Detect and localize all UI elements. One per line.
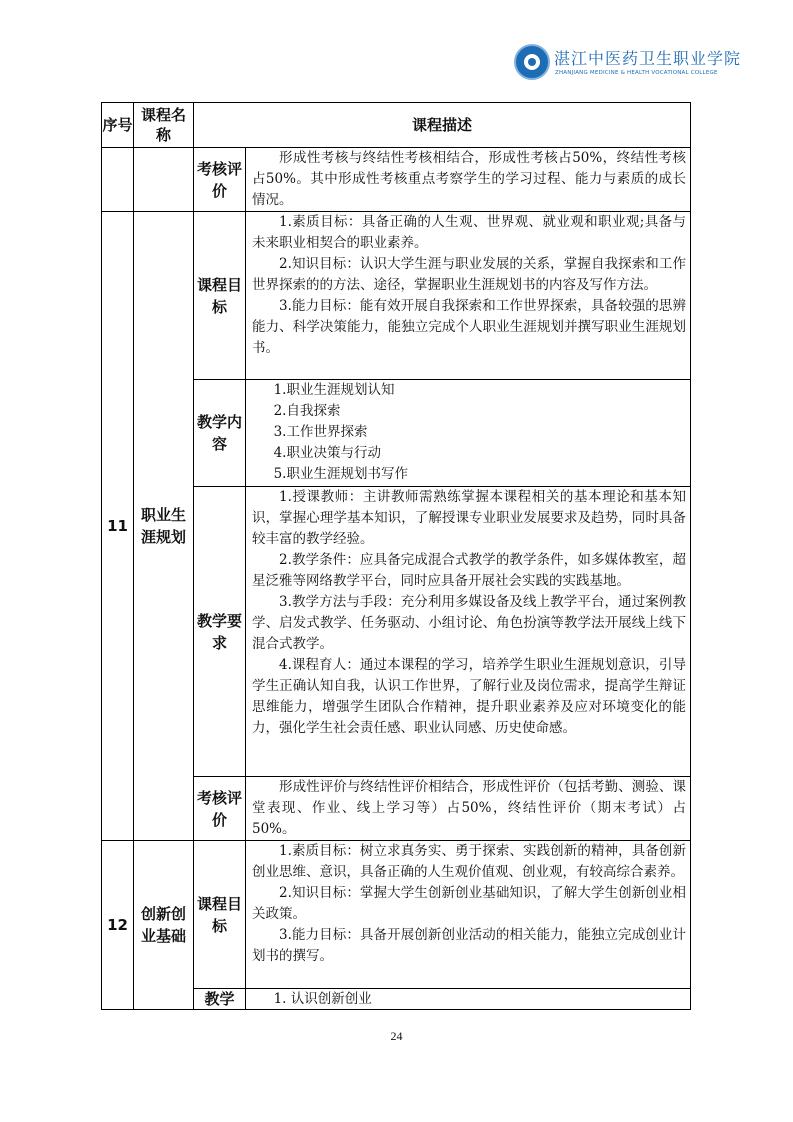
list-item: 4.课程育人：通过本课程的学习，培养学生职业生涯规划意识，引导学生正确认知自我，认识工作世界，了解行业及岗位需求，提高学生辩证思维能力，增强学生团队合作精神，提升职业素养及应对环境变化的能力，强化学生社会责任感、职业认同感、历史使命感。 [252,657,686,736]
empty-no-cell [102,148,134,212]
empty-name-cell [134,148,194,212]
list-item: 1.授课教师：主讲教师需熟练掌握本课程相关的基本理论和基本知识，掌握心理学基本知识，了解授课专业职业发展要求及趋势，同时具备较丰富的教学经验。 [252,489,686,547]
header-no: 序号 [102,103,134,148]
list-item: 3.工作世界探索 [273,424,368,440]
list-item: 4.职业决策与行动 [273,445,381,461]
row-label: 考核评价 [194,777,246,841]
list-item: 2.教学条件：应具备完成混合式教学的教学条件，如多媒体教室，超星泛雅等网络教学平台，同时应具备开展社会实践的实践基地。 [252,552,686,589]
row-label: 教学要求 [194,487,246,777]
list-item: 2.知识目标：认识大学生涯与职业发展的关系，掌握自我探索和工作世界探索的的方法、途径，掌握职业生涯规划书的内容及写作方法。 [252,256,686,293]
header-name: 课程名称 [134,103,194,148]
row-label: 课程目标 [194,841,246,989]
table-row [102,841,691,989]
row-description [246,212,691,380]
list-item: 1.素质目标：具备正确的人生观、世界观、就业观和职业观;具备与未来职业相契合的职业素养。 [252,214,686,251]
row-description [246,841,691,989]
course-description-table [101,102,691,1010]
row-description [246,989,691,1010]
row-label: 教学内容 [194,380,246,487]
list-item: 1. 认识创新创业 [273,991,372,1007]
row-description: 形成性评价与终结性评价相结合，形成性评价（包括考勤、测验、课堂表现、作业、线上学习等）占50%，终结性评价（期末考试）占50%。 [246,777,691,841]
header-desc: 课程描述 [194,103,691,148]
list-item: 2.自我探索 [273,403,341,419]
row-label: 考核评价 [194,148,246,212]
row-label: 教学 [194,989,246,1010]
row-label: 课程目标 [194,212,246,380]
page-number: 24 [390,1029,403,1043]
table-row [102,212,691,380]
list-item: 3.教学方法与手段：充分利用多媒设备及线上教学平台，通过案例教学、启发式教学、任务驱动、小组讨论、角色扮演等教学法开展线上线下混合式教学。 [252,594,686,652]
list-item: 5.职业生涯规划书写作 [273,466,408,482]
list-item: 2.知识目标：掌握大学生创新创业基础知识，了解大学生创新创业相关政策。 [252,885,686,922]
list-item: 1.素质目标：树立求真务实、勇于探索、实践创新的精神，具备创新创业思维、意识，具备正确的人生观价值观、创业观，有较高综合素养。 [252,843,686,880]
college-logo [514,44,742,84]
list-item: 3.能力目标：具备开展创新创业活动的相关能力，能独立完成创业计划书的撰写。 [252,927,686,964]
course-number: 11 [102,212,134,841]
logo-chinese-name: 湛江中医药卫生职业学院 [554,49,742,68]
row-description: 形成性考核与终结性考核相结合，形成性考核占50%，终结性考核占50%。其中形成性考核重点考察学生的学习过程、能力与素质的成长情况。 [246,148,691,212]
table-header-row [102,103,691,148]
course-name: 创新创业基础 [134,841,194,1010]
row-description [246,487,691,777]
course-number: 12 [102,841,134,1010]
course-name: 职业生涯规划 [134,212,194,841]
row-description [246,380,691,487]
table-row [102,148,691,212]
college-emblem-icon [514,44,550,80]
logo-english-name: ZHANJIANG MEDICINE & HEALTH VOCATIONAL COLLEGE [555,70,718,76]
list-item: 3.能力目标：能有效开展自我探索和工作世界探索，具备较强的思辨能力、科学决策能力，能独立完成个人职业生涯规划并撰写职业生涯规划书。 [252,298,686,356]
list-item: 1.职业生涯规划认知 [273,382,395,398]
